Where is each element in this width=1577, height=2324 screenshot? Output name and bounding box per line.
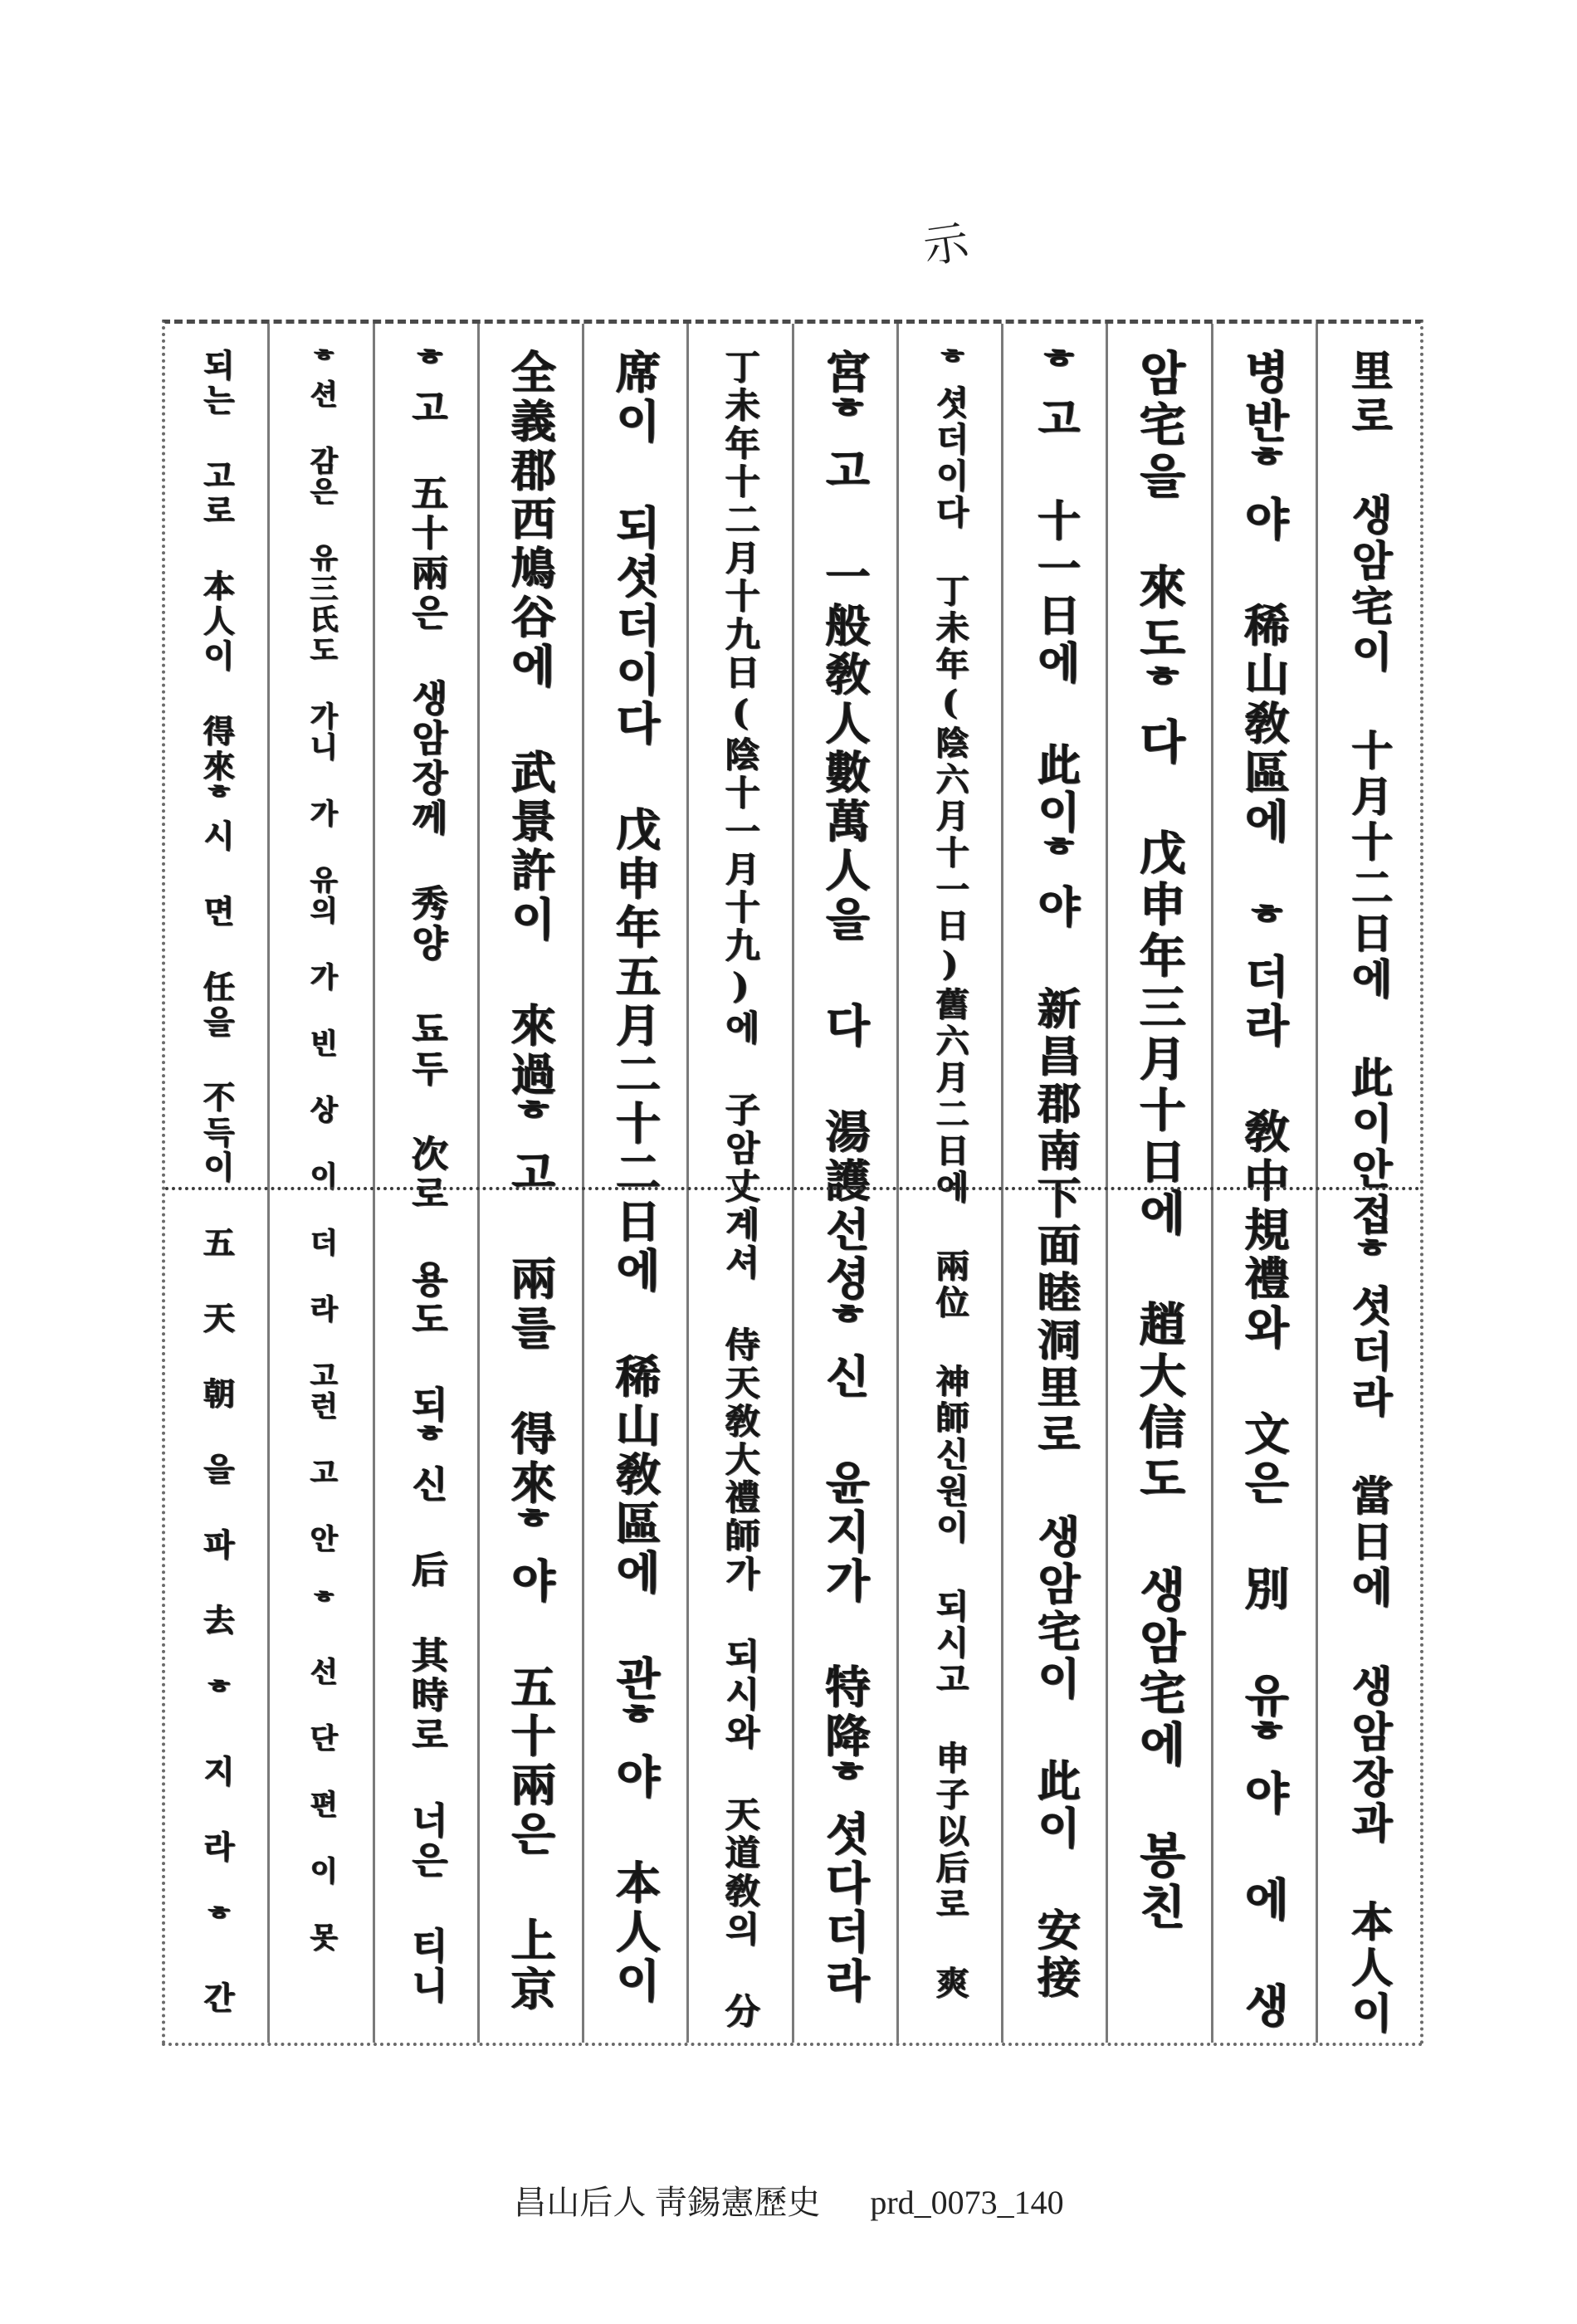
manuscript-column-10	[373, 324, 477, 2043]
manuscript-column-11	[267, 324, 372, 2043]
manuscript-column-2	[1211, 324, 1316, 2043]
text-columns	[165, 324, 1420, 2043]
column-text: 되는 고로 本人이 得來ᄒ시 면 任을 不득이 五 天 朝 을 파 去 ᄒ 지 라 ᄒ 간	[198, 349, 236, 2016]
column-text: 암宅을 來도ᄒ다 戊申年三月十日에 趙大信도 생암宅에 봉친	[1131, 349, 1187, 1934]
column-text: ᄒ션 감은 유三氏도 가니 가 유의 가 빈 상 이 더 라 고런 고 안 ᄒ 선 단 편 이 못	[304, 349, 338, 1953]
column-text: 宮ᄒ고 一般敎人數萬人을 다 湯護선셩ᄒ신 윤지가 特降ᄒ셧다더라	[818, 349, 872, 2006]
column-text: ᄒ고 十一日에 此이ᄒ야 新昌郡南下面睦洞里로 생암宅이 此이 安接	[1029, 349, 1081, 2002]
manuscript-column-3	[1106, 324, 1210, 2043]
column-text: ᄒ셧더이다 丁未年(陰六月十一日)舊六月二日에 兩位 神師신원이 되시고 申子以后로 爽	[930, 349, 970, 2002]
column-text: 全義郡西鳩谷에 武景許이 來過ᄒ고 兩를 得來ᄒ야 五十兩은 上京	[504, 349, 558, 2014]
manuscript-column-9	[477, 324, 582, 2043]
manuscript-sheet	[162, 320, 1423, 2046]
manuscript-column-5	[896, 324, 1001, 2043]
page-caption	[0, 2176, 1577, 2224]
manuscript-column-12	[165, 324, 267, 2043]
column-text: 丁未年十二月十九日(陰十一月十九)에 子암丈계셔 侍天敎大禮師가 되시와 天道敎의 分	[720, 349, 761, 2031]
manuscript-column-4	[1001, 324, 1106, 2043]
caption-page-id: prd_0073_140	[870, 2184, 1064, 2221]
fold-line	[165, 1187, 1420, 1190]
manuscript-column-6	[792, 324, 896, 2043]
column-text: ᄒ고 五十兩은 생암장께 秀양 됴두 次로 용도 되ᄒ신 后 其時로 너은 티니	[405, 349, 448, 2006]
page-mark: 示	[920, 215, 973, 274]
column-text: 席이 되셧더이다 戊申年五月二十二日에 稀山敎區에 관ᄒ야 本人이	[608, 349, 662, 2006]
column-text: 里로 생암宅이 十月十二日에 此이안접ᄒ셧더라 當日에 생암장과 本人이	[1345, 349, 1394, 2037]
caption-author: 昌山后人 靑錫憲歷史	[513, 2184, 821, 2221]
column-text: 병반ᄒ야 稀山敎區에 ᄒ더라 敎中規禮와 文은 別 유ᄒ야 에 생	[1238, 349, 1291, 2031]
manuscript-column-1	[1316, 324, 1420, 2043]
manuscript-column-7	[686, 324, 791, 2043]
manuscript-column-8	[582, 324, 686, 2043]
